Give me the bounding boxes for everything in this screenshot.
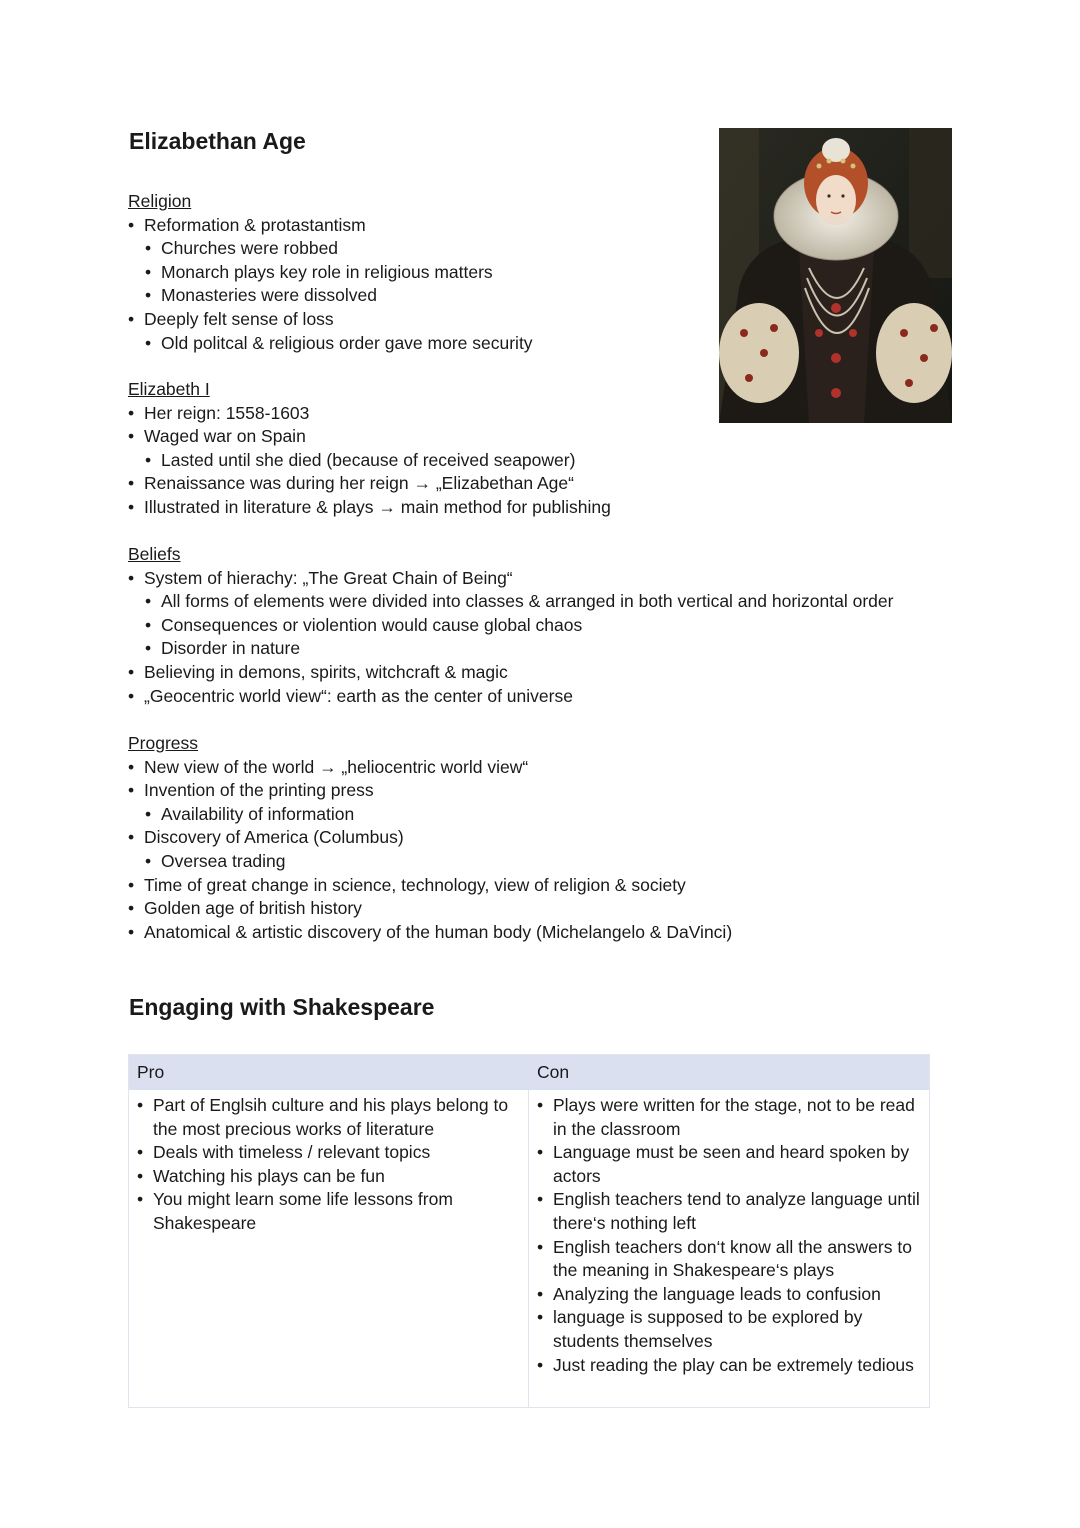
- list-item: • Plays were written for the stage, not to be read in the classroom: [537, 1095, 915, 1139]
- pro-con-table: [128, 1054, 930, 1408]
- list-item: • Reformation & protastantism: [128, 214, 366, 235]
- pro-cell: [129, 1090, 529, 1407]
- elizabeth-section: [128, 378, 611, 520]
- elizabeth-heading: Elizabeth I: [128, 379, 210, 399]
- list-item: • Disorder in nature: [145, 638, 301, 659]
- list-item: • You might learn some life lessons from Shakespeare: [137, 1189, 453, 1233]
- con-cell: [529, 1090, 929, 1407]
- list-item: • Waged war on Spain: [128, 426, 306, 447]
- pro-column-header: Pro: [137, 1062, 165, 1082]
- beliefs-section: [128, 543, 893, 708]
- list-item: • language is supposed to be explored by students themselves: [537, 1307, 863, 1351]
- list-item: • Churches were robbed: [145, 238, 339, 259]
- list-item: • Just reading the play can be extremely tedious: [537, 1354, 914, 1375]
- list-item: • Old politcal & religious order gave more security: [145, 332, 533, 353]
- list-item: • All forms of elements were divided into classes & arranged in both vertical and horizontal order: [145, 591, 894, 612]
- list-item: • Believing in demons, spirits, witchcraft & magic: [128, 661, 508, 682]
- list-item: • Oversea trading: [145, 850, 286, 871]
- list-item: • System of hierachy: „The Great Chain of Being“: [128, 567, 513, 588]
- list-item: • Monarch plays key role in religious matters: [145, 261, 493, 282]
- list-item: • New view of the world → „heliocentric world view“: [128, 756, 529, 777]
- list-item: • Golden age of british history: [128, 898, 362, 919]
- list-item: • Lasted until she died (because of received seapower): [145, 449, 576, 470]
- list-item: • Watching his plays can be fun: [137, 1165, 385, 1186]
- list-item: • „Geocentric world view“: earth as the center of universe: [128, 685, 573, 706]
- list-item: • English teachers tend to analyze language until there‘s nothing left: [537, 1189, 920, 1233]
- list-item: • Renaissance was during her reign → „Elizabethan Age“: [128, 473, 574, 494]
- list-item: • Deals with timeless / relevant topics: [137, 1142, 431, 1163]
- list-item: • Part of Englsih culture and his plays belong to the most precious works of literature: [137, 1095, 509, 1139]
- list-item: • Her reign: 1558-1603: [128, 402, 310, 423]
- list-item: • Invention of the printing press: [128, 780, 374, 801]
- table-row: [129, 1090, 929, 1407]
- con-column-header: Con: [537, 1062, 570, 1082]
- list-item: • Anatomical & artistic discovery of the human body (Michelangelo & DaVinci): [128, 921, 733, 942]
- religion-section: [128, 190, 533, 355]
- list-item: • Monasteries were dissolved: [145, 285, 377, 306]
- list-item: • Deeply felt sense of loss: [128, 308, 334, 329]
- progress-section: [128, 732, 732, 944]
- table-header-row: [129, 1055, 929, 1090]
- list-item: • Discovery of America (Columbus): [128, 827, 404, 848]
- page-title: Elizabethan Age: [129, 128, 306, 154]
- list-item: • English teachers don‘t know all the answers to the meaning in Shakespeare‘s plays: [537, 1236, 912, 1281]
- list-item: • Consequences or violention would cause global chaos: [145, 614, 583, 635]
- list-item: • Language must be seen and heard spoken by actors: [537, 1142, 910, 1186]
- progress-heading: Progress: [128, 733, 199, 753]
- beliefs-heading: Beliefs: [128, 544, 181, 564]
- religion-heading: Religion: [128, 191, 192, 211]
- list-item: • Illustrated in literature & plays → main method for publishing: [128, 496, 611, 517]
- list-item: • Analyzing the language leads to confusion: [537, 1283, 881, 1304]
- list-item: • Time of great change in science, technology, view of religion & society: [128, 874, 686, 895]
- section-title: Engaging with Shakespeare: [129, 994, 435, 1020]
- list-item: • Availability of information: [145, 803, 355, 824]
- queen-elizabeth-portrait-image: [719, 128, 952, 423]
